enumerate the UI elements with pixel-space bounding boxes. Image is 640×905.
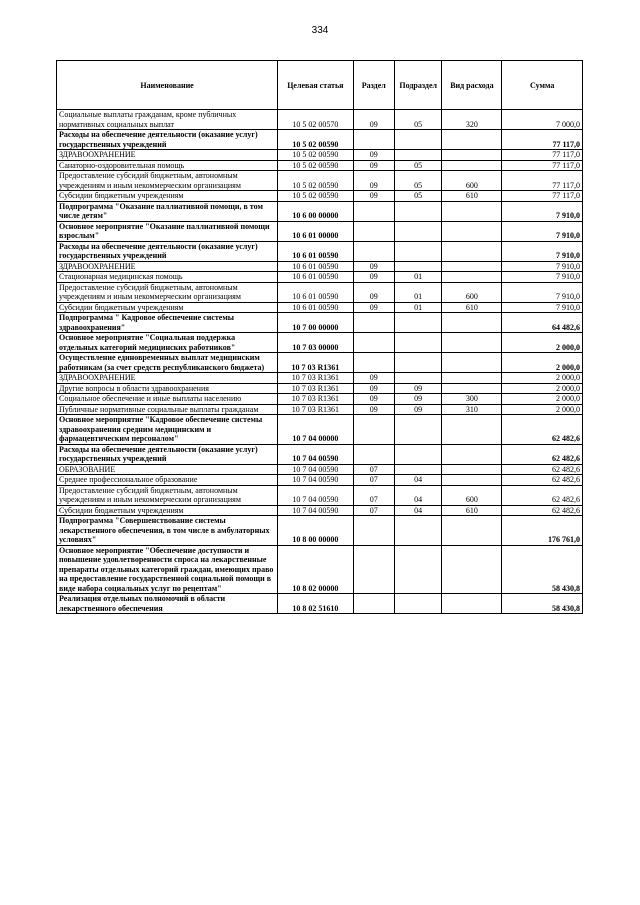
- name-cell: Реализация отдельных полномочий в области лекарственного обеспечения: [57, 594, 278, 614]
- name-cell: Подпрограмма "Совершенствование системы лекарственного обеспечения, в том числе в амбулаторных условиях": [57, 516, 278, 546]
- section-cell: [353, 444, 394, 464]
- sum-cell: 58 430,8: [502, 545, 583, 594]
- kind-cell: [442, 464, 502, 475]
- kind-cell: [442, 272, 502, 283]
- subsection-cell: 04: [394, 505, 442, 516]
- name-cell: Субсидии бюджетным учреждениям: [57, 302, 278, 313]
- sum-cell: 2 000,0: [502, 404, 583, 415]
- sum-cell: 7 910,0: [502, 261, 583, 272]
- code-cell: 10 7 03 R1361: [278, 404, 353, 415]
- table-row: [57, 545, 583, 594]
- code-cell: 10 5 02 00590: [278, 171, 353, 191]
- sum-cell: 62 482,6: [502, 485, 583, 505]
- section-cell: 07: [353, 485, 394, 505]
- name-cell: Публичные нормативные социальные выплаты гражданам: [57, 404, 278, 415]
- name-cell: Основное мероприятие "Обеспечение доступности и повышение удовлетворенности спроса на лекарственные препараты отдельных категорий граждан, имеющих право на предоставление государственной социальной помощи в виде набора социальных услуг по рецептам": [57, 545, 278, 594]
- name-cell: Среднее профессиональное образование: [57, 475, 278, 486]
- table-row: [57, 241, 583, 261]
- subsection-cell: [394, 313, 442, 333]
- code-cell: 10 5 02 00590: [278, 150, 353, 161]
- table-row: [57, 160, 583, 171]
- code-cell: 10 7 03 00000: [278, 333, 353, 353]
- table-row: [57, 594, 583, 614]
- code-cell: 10 7 04 00590: [278, 464, 353, 475]
- name-cell: Основное мероприятие "Оказание паллиативной помощи взрослым": [57, 221, 278, 241]
- subsection-cell: [394, 241, 442, 261]
- code-cell: 10 6 01 00590: [278, 241, 353, 261]
- sum-cell: 2 000,0: [502, 383, 583, 394]
- table-row: [57, 171, 583, 191]
- sum-cell: 2 000,0: [502, 333, 583, 353]
- kind-cell: [442, 373, 502, 384]
- section-cell: 09: [353, 383, 394, 394]
- name-cell: Осуществление единовременных выплат медицинским работникам (за счет средств республиканского бюджета): [57, 353, 278, 373]
- table-row: [57, 373, 583, 384]
- kind-cell: [442, 475, 502, 486]
- table-row: [57, 150, 583, 161]
- name-cell: Социальные выплаты гражданам, кроме публичных нормативных социальных выплат: [57, 110, 278, 130]
- subsection-cell: [394, 221, 442, 241]
- kind-cell: [442, 444, 502, 464]
- section-cell: 09: [353, 302, 394, 313]
- section-cell: [353, 201, 394, 221]
- name-cell: Подпрограмма "Оказание паллиативной помощи, в том числе детям": [57, 201, 278, 221]
- code-cell: 10 7 03 R1361: [278, 373, 353, 384]
- header-sum: Сумма: [502, 61, 583, 110]
- kind-cell: [442, 130, 502, 150]
- sum-cell: 62 482,6: [502, 444, 583, 464]
- section-cell: [353, 333, 394, 353]
- kind-cell: [442, 383, 502, 394]
- sum-cell: 2 000,0: [502, 353, 583, 373]
- subsection-cell: 04: [394, 485, 442, 505]
- name-cell: Стационарная медицинская помощь: [57, 272, 278, 283]
- table-row: [57, 415, 583, 445]
- sum-cell: 7 910,0: [502, 201, 583, 221]
- header-section: Раздел: [353, 61, 394, 110]
- code-cell: 10 5 02 00570: [278, 110, 353, 130]
- subsection-cell: [394, 516, 442, 546]
- name-cell: Расходы на обеспечение деятельности (оказание услуг) государственных учреждений: [57, 241, 278, 261]
- kind-cell: [442, 545, 502, 594]
- name-cell: Предоставление субсидий бюджетным, автономным учреждениям и иным некоммерческим организациям: [57, 171, 278, 191]
- subsection-cell: [394, 415, 442, 445]
- name-cell: ОБРАЗОВАНИЕ: [57, 464, 278, 475]
- subsection-cell: 09: [394, 394, 442, 405]
- kind-cell: [442, 415, 502, 445]
- kind-cell: [442, 333, 502, 353]
- sum-cell: 2 000,0: [502, 373, 583, 384]
- table-row: [57, 221, 583, 241]
- subsection-cell: [394, 545, 442, 594]
- sum-cell: 77 117,0: [502, 171, 583, 191]
- table-row: [57, 282, 583, 302]
- code-cell: 10 5 02 00590: [278, 130, 353, 150]
- name-cell: Социальное обеспечение и иные выплаты населению: [57, 394, 278, 405]
- table-row: [57, 404, 583, 415]
- name-cell: Предоставление субсидий бюджетным, автономным учреждениям и иным некоммерческим организациям: [57, 485, 278, 505]
- kind-cell: [442, 160, 502, 171]
- section-cell: 09: [353, 171, 394, 191]
- code-cell: 10 8 02 00000: [278, 545, 353, 594]
- table-row: [57, 272, 583, 283]
- section-cell: 09: [353, 160, 394, 171]
- table-row: [57, 191, 583, 202]
- kind-cell: 610: [442, 505, 502, 516]
- name-cell: Подпрограмма " Кадровое обеспечение системы здравоохранения": [57, 313, 278, 333]
- name-cell: Предоставление субсидий бюджетным, автономным учреждениям и иным некоммерческим организациям: [57, 282, 278, 302]
- header-code: Целевая статья: [278, 61, 353, 110]
- table-body: [57, 110, 583, 614]
- table-row: [57, 261, 583, 272]
- table-row: [57, 464, 583, 475]
- kind-cell: [442, 313, 502, 333]
- page-number: 334: [311, 25, 329, 36]
- subsection-cell: 01: [394, 282, 442, 302]
- name-cell: ЗДРАВООХРАНЕНИЕ: [57, 150, 278, 161]
- table-row: [57, 333, 583, 353]
- table-row: [57, 383, 583, 394]
- sum-cell: 7 910,0: [502, 272, 583, 283]
- section-cell: [353, 545, 394, 594]
- kind-cell: [442, 150, 502, 161]
- name-cell: Расходы на обеспечение деятельности (оказание услуг) государственных учреждений: [57, 444, 278, 464]
- sum-cell: 2 000,0: [502, 394, 583, 405]
- subsection-cell: [394, 464, 442, 475]
- name-cell: ЗДРАВООХРАНЕНИЕ: [57, 373, 278, 384]
- subsection-cell: [394, 333, 442, 353]
- section-cell: 09: [353, 394, 394, 405]
- sum-cell: 7 000,0: [502, 110, 583, 130]
- subsection-cell: 09: [394, 404, 442, 415]
- table-row: [57, 475, 583, 486]
- section-cell: 09: [353, 110, 394, 130]
- section-cell: [353, 130, 394, 150]
- section-cell: 07: [353, 475, 394, 486]
- kind-cell: 610: [442, 302, 502, 313]
- sum-cell: 77 117,0: [502, 150, 583, 161]
- subsection-cell: [394, 201, 442, 221]
- kind-cell: 310: [442, 404, 502, 415]
- code-cell: 10 8 02 51610: [278, 594, 353, 614]
- table-row: [57, 130, 583, 150]
- code-cell: 10 7 04 00590: [278, 485, 353, 505]
- budget-table: [56, 60, 583, 614]
- subsection-cell: 04: [394, 475, 442, 486]
- code-cell: 10 6 01 00590: [278, 302, 353, 313]
- sum-cell: 62 482,6: [502, 415, 583, 445]
- kind-cell: [442, 353, 502, 373]
- subsection-cell: 01: [394, 272, 442, 283]
- subsection-cell: [394, 261, 442, 272]
- table-row: [57, 394, 583, 405]
- subsection-cell: 05: [394, 110, 442, 130]
- subsection-cell: [394, 594, 442, 614]
- table-row: [57, 485, 583, 505]
- code-cell: 10 6 01 00590: [278, 272, 353, 283]
- table-row: [57, 353, 583, 373]
- section-cell: [353, 241, 394, 261]
- code-cell: 10 5 02 00590: [278, 191, 353, 202]
- sum-cell: 62 482,6: [502, 505, 583, 516]
- sum-cell: 176 761,0: [502, 516, 583, 546]
- code-cell: 10 5 02 00590: [278, 160, 353, 171]
- sum-cell: 58 430,8: [502, 594, 583, 614]
- table-row: [57, 110, 583, 130]
- code-cell: 10 6 01 00000: [278, 221, 353, 241]
- code-cell: 10 7 03 R1361: [278, 383, 353, 394]
- code-cell: 10 7 00 00000: [278, 313, 353, 333]
- sum-cell: 64 482,6: [502, 313, 583, 333]
- kind-cell: [442, 516, 502, 546]
- kind-cell: [442, 201, 502, 221]
- subsection-cell: 01: [394, 302, 442, 313]
- section-cell: [353, 221, 394, 241]
- table-row: [57, 313, 583, 333]
- code-cell: 10 8 00 00000: [278, 516, 353, 546]
- code-cell: 10 6 00 00000: [278, 201, 353, 221]
- table-header-row: [57, 61, 583, 110]
- section-cell: [353, 313, 394, 333]
- sum-cell: 62 482,6: [502, 464, 583, 475]
- subsection-cell: 05: [394, 171, 442, 191]
- code-cell: 10 7 04 00590: [278, 444, 353, 464]
- kind-cell: [442, 221, 502, 241]
- code-cell: 10 7 04 00590: [278, 505, 353, 516]
- subsection-cell: [394, 373, 442, 384]
- section-cell: 07: [353, 464, 394, 475]
- section-cell: 09: [353, 373, 394, 384]
- name-cell: Основное мероприятие "Социальная поддержка отдельных категорий медицинских работников": [57, 333, 278, 353]
- section-cell: 07: [353, 505, 394, 516]
- section-cell: 09: [353, 282, 394, 302]
- section-cell: [353, 516, 394, 546]
- name-cell: Субсидии бюджетным учреждениям: [57, 191, 278, 202]
- kind-cell: 600: [442, 485, 502, 505]
- code-cell: 10 7 04 00000: [278, 415, 353, 445]
- table-row: [57, 201, 583, 221]
- sum-cell: 77 117,0: [502, 191, 583, 202]
- sum-cell: 7 910,0: [502, 221, 583, 241]
- subsection-cell: 05: [394, 191, 442, 202]
- name-cell: Другие вопросы в области здравоохранения: [57, 383, 278, 394]
- kind-cell: [442, 594, 502, 614]
- section-cell: 09: [353, 261, 394, 272]
- section-cell: 09: [353, 272, 394, 283]
- section-cell: 09: [353, 191, 394, 202]
- subsection-cell: 09: [394, 383, 442, 394]
- section-cell: [353, 594, 394, 614]
- table-row: [57, 444, 583, 464]
- header-kind: Вид расхода: [442, 61, 502, 110]
- kind-cell: 610: [442, 191, 502, 202]
- subsection-cell: [394, 353, 442, 373]
- code-cell: 10 7 03 R1361: [278, 394, 353, 405]
- code-cell: 10 7 03 R1361: [278, 353, 353, 373]
- kind-cell: [442, 241, 502, 261]
- section-cell: 09: [353, 404, 394, 415]
- name-cell: ЗДРАВООХРАНЕНИЕ: [57, 261, 278, 272]
- kind-cell: 600: [442, 171, 502, 191]
- code-cell: 10 7 04 00590: [278, 475, 353, 486]
- table-row: [57, 516, 583, 546]
- subsection-cell: [394, 130, 442, 150]
- kind-cell: 300: [442, 394, 502, 405]
- section-cell: [353, 415, 394, 445]
- table-row: [57, 505, 583, 516]
- sum-cell: 7 910,0: [502, 241, 583, 261]
- sum-cell: 7 910,0: [502, 282, 583, 302]
- sum-cell: 62 482,6: [502, 475, 583, 486]
- kind-cell: 600: [442, 282, 502, 302]
- section-cell: 09: [353, 150, 394, 161]
- subsection-cell: [394, 150, 442, 161]
- code-cell: 10 6 01 00590: [278, 282, 353, 302]
- header-name: Наименование: [57, 61, 278, 110]
- table-row: [57, 302, 583, 313]
- header-subsection: Подраздел: [394, 61, 442, 110]
- sum-cell: 77 117,0: [502, 160, 583, 171]
- name-cell: Основное мероприятие "Кадровое обеспечение системы здравоохранения средним медицинским и фармацевтическим персоналом": [57, 415, 278, 445]
- section-cell: [353, 353, 394, 373]
- name-cell: Расходы на обеспечение деятельности (оказание услуг) государственных учреждений: [57, 130, 278, 150]
- sum-cell: 7 910,0: [502, 302, 583, 313]
- sum-cell: 77 117,0: [502, 130, 583, 150]
- code-cell: 10 6 01 00590: [278, 261, 353, 272]
- name-cell: Субсидии бюджетным учреждениям: [57, 505, 278, 516]
- kind-cell: 320: [442, 110, 502, 130]
- subsection-cell: 05: [394, 160, 442, 171]
- subsection-cell: [394, 444, 442, 464]
- name-cell: Санаторно-оздоровительная помощь: [57, 160, 278, 171]
- kind-cell: [442, 261, 502, 272]
